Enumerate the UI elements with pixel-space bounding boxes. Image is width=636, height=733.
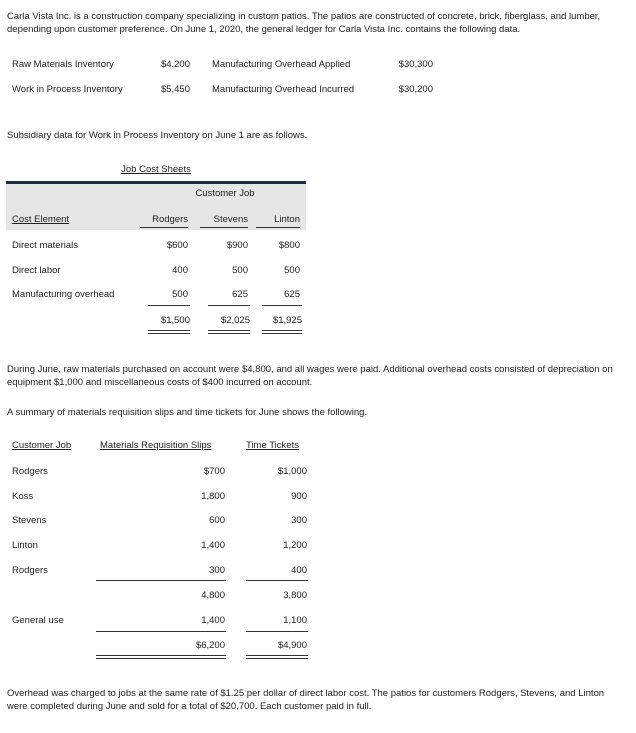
- underline: [200, 227, 248, 228]
- closing-paragraph: Overhead was charged to jobs at the same rate of $1.25 per dollar of direct labor cost. The patios for customers Rodgers, Stevens, and Linton were completed during June and sold for a total of $20,700. Each customer paid in full.: [7, 688, 605, 712]
- summary-job: Rodgers: [12, 466, 48, 477]
- summary-mat: $700: [203, 466, 225, 477]
- summary-header: Time Tickets: [246, 440, 299, 451]
- cost-cell: 400: [172, 265, 188, 276]
- summary-subtotal: 4,800: [201, 590, 225, 601]
- cost-cell: 625: [284, 289, 300, 300]
- job-header: Linton: [274, 214, 300, 225]
- cost-cell: $800: [278, 240, 300, 251]
- ledger-label: Manufacturing Overhead Applied: [212, 59, 351, 70]
- ledger-value: $4,200: [160, 59, 190, 70]
- summary-total: $4,900: [277, 640, 307, 651]
- underline: [148, 305, 190, 306]
- double-underline: [208, 330, 250, 334]
- underline: [140, 227, 188, 228]
- cost-cell: 500: [172, 289, 188, 300]
- underline: [208, 305, 250, 306]
- ledger-label: Manufacturing Overhead Incurred: [212, 84, 355, 95]
- summary-header: Materials Requisition Slips: [100, 440, 212, 451]
- cost-cell: $900: [226, 240, 248, 251]
- cost-element-header: Cost Element: [12, 214, 70, 225]
- cost-cell: 500: [232, 265, 248, 276]
- summary-job: Koss: [12, 491, 34, 502]
- june-paragraph: During June, raw materials purchased on account were $4,800, and all wages were paid. Additional overhead costs consisted of depreciation on equipment $1,000 and miscellaneous costs of $400 incurred on account.: [7, 364, 613, 388]
- underline: [262, 305, 302, 306]
- summary-intro: A summary of materials requisition slips and time tickets for June shows the following.: [7, 407, 368, 418]
- cost-cell: 500: [284, 265, 300, 276]
- ledger-value: $5,450: [160, 84, 190, 95]
- summary-time: 300: [291, 515, 307, 526]
- job-header: Stevens: [213, 214, 248, 225]
- summary-job: General use: [12, 615, 64, 626]
- summary-mat: 1,400: [201, 615, 225, 626]
- cost-row-label: Direct labor: [12, 265, 61, 276]
- ledger-label: Raw Materials Inventory: [12, 59, 114, 70]
- summary-time: 1,100: [283, 615, 307, 626]
- underline: [256, 227, 300, 228]
- double-underline: [148, 330, 190, 334]
- summary-mat: 1,400: [201, 540, 225, 551]
- underline: [246, 631, 308, 632]
- summary-job: Rodgers: [12, 565, 48, 576]
- summary-header: Customer Job: [12, 440, 72, 451]
- summary-mat: 600: [209, 515, 225, 526]
- summary-time: 900: [291, 491, 307, 502]
- summary-time: 400: [291, 565, 307, 576]
- cost-total: $1,925: [272, 315, 302, 326]
- summary-subtotal: 3,800: [283, 590, 307, 601]
- underline: [96, 631, 226, 632]
- cost-total: $2,025: [220, 315, 250, 326]
- job-header: Rodgers: [152, 214, 188, 225]
- summary-total: $6,200: [195, 640, 225, 651]
- customer-job-header: Customer Job: [195, 188, 255, 199]
- ledger-value: $30,300: [398, 59, 433, 70]
- underline: [246, 580, 308, 581]
- double-underline: [262, 330, 302, 334]
- summary-time: 1,200: [283, 540, 307, 551]
- cost-row-label: Direct materials: [12, 240, 78, 251]
- summary-job: Stevens: [12, 515, 47, 526]
- intro-paragraph: Carla Vista Inc. is a construction company specializing in custom patios. The patios are constructed of concrete, brick, fiberglass, and lumber, depending upon customer preference. On June 1, 2020, the general ledger for Carla Vista Inc. contains the following data.: [7, 11, 601, 35]
- job-cost-title: Job Cost Sheets: [121, 164, 191, 175]
- ledger-value: $30,200: [398, 84, 433, 95]
- summary-time: $1,000: [277, 466, 307, 477]
- double-underline: [96, 655, 226, 659]
- summary-job: Linton: [12, 540, 38, 551]
- subsidiary-intro: Subsidiary data for Work in Process Inventory on June 1 are as follows.: [7, 130, 308, 141]
- ledger-label: Work in Process Inventory: [12, 84, 123, 95]
- cost-cell: $600: [166, 240, 188, 251]
- underline: [96, 580, 226, 581]
- cost-total: $1,500: [160, 315, 190, 326]
- summary-mat: 1,800: [201, 491, 225, 502]
- summary-mat: 300: [209, 565, 225, 576]
- cost-cell: 625: [232, 289, 248, 300]
- cost-row-label: Manufacturing overhead: [12, 289, 115, 300]
- double-underline: [246, 655, 308, 659]
